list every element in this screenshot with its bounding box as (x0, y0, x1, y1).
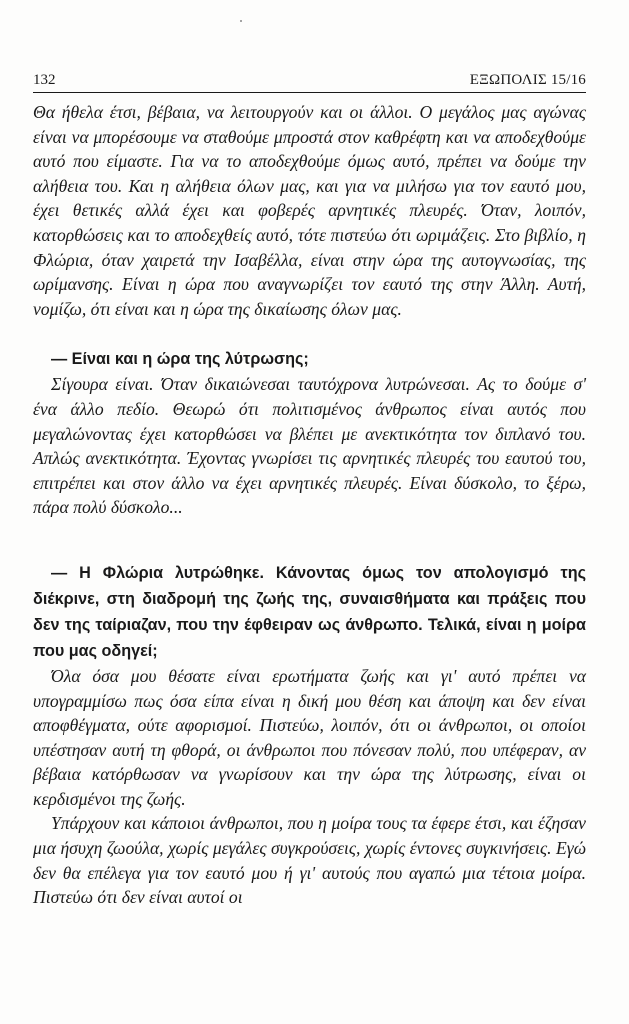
page-number: 132 (33, 72, 56, 88)
answer-paragraph-2: Σίγουρα είναι. Όταν δικαιώνεσαι ταυτόχρονα λυτρώνεσαι. Ας το δούμε σ' ένα άλλο πεδίο. Θεωρώ ότι πολιτισμένος άνθρωπος είναι αυτός που μεγαλώνοντας έχει κατορθώσει να βλέπει με ανεκτικότητα τον διπλανό του. Απλώς ανεκτικότητα. Έχοντας γνωρίσει τις αρνητικές πλευρές του εαυτού του, επιτρέπει και στον άλλο να έχει αρνητικές πλευρές. Είναι δύσκολο, το ξέρω, πάρα πολύ δύσκολο... (33, 374, 586, 518)
answer-paragraph-4: Υπάρχουν και κάποιοι άνθρωποι, που η μοίρα τους τα έφερε έτσι, και έζησαν μια ήσυχη ζωούλα, χωρίς μεγάλες συγκρούσεις, χωρίς έντονες συγκινήσεις. Εγώ δεν θα επέλεγα για τον εαυτό μου ή γι' αυτούς που αγαπώ μια τέτοια μοίρα. Πιστεύω ότι δεν είναι αυτοί οι (33, 813, 586, 908)
article-body (33, 100, 586, 910)
interview-question-1: — Είναι και η ώρα της λύτρωσης; (51, 350, 309, 369)
interview-question-2: — Η Φλώρια λυτρώθηκε. Κάνοντας όμως τον απολογισμό της διέκρινε, στη διαδρομή της ζωής της, συναισθήματα και πράξεις που δεν της ταίριαζαν, που την έφθειραν ως άνθρωπο. Τελικά, είναι η μοίρα που μας οδηγεί; (33, 563, 586, 660)
spacer (33, 321, 586, 346)
page-header (33, 66, 586, 93)
spacer (33, 520, 586, 560)
running-head: ΕΞΩΠΟΛΙΣ 15/16 (469, 72, 586, 88)
answer-paragraph-1: Θα ήθελα έτσι, βέβαια, να λειτουργούν και οι άλλοι. Ο μεγάλος μας αγώνας είναι να μπορέσουμε να σταθούμε μπροστά στον καθρέφτη και να αποδεχθούμε αυτό που είμαστε. Για να το αποδεχθούμε όμως αυτό, πρέπει να δούμε την αλήθεια του. Και η αλήθεια όλων μας, και για να μιλήσω για τον εαυτό μου, έχει θετικές αλλά έχει και φοβερές αρνητικές πλευρές. Όταν, λοιπόν, κατορθώσεις και το αποδεχθείς αυτό, τότε πιστεύω ότι ωριμάζεις. Στο βιβλίο, η Φλώρια, όταν χαιρετά την Ισαβέλλα, είναι στην ώρα της αυτογνωσίας, της ωρίμανσης. Είναι η ώρα που αναγνωρίζει τον εαυτό της στην Άλλη. Αυτή, νομίζω, ότι είναι και η ώρα της δικαίωσης όλων μας. (33, 102, 586, 319)
scan-speck (240, 20, 242, 22)
answer-paragraph-3: Όλα όσα μου θέσατε είναι ερωτήματα ζωής και γι' αυτό πρέπει να υπογραμμίσω πως όσα είπα είναι η δική μου θέση και άποψη και δεν είναι αποφθέγματα, ούτε αφορισμοί. Πιστεύω, λοιπόν, ότι οι άνθρωποι, οι οποίοι υπέστησαν αυτή τη φθορά, οι άνθρωποι που πόνεσαν πολύ, που υπέφεραν, αν βέβαια κατόρθωσαν να γνωρίσουν και την ώρα της λύτρωσης, είναι οι κερδισμένοι της ζωής. (33, 665, 586, 809)
